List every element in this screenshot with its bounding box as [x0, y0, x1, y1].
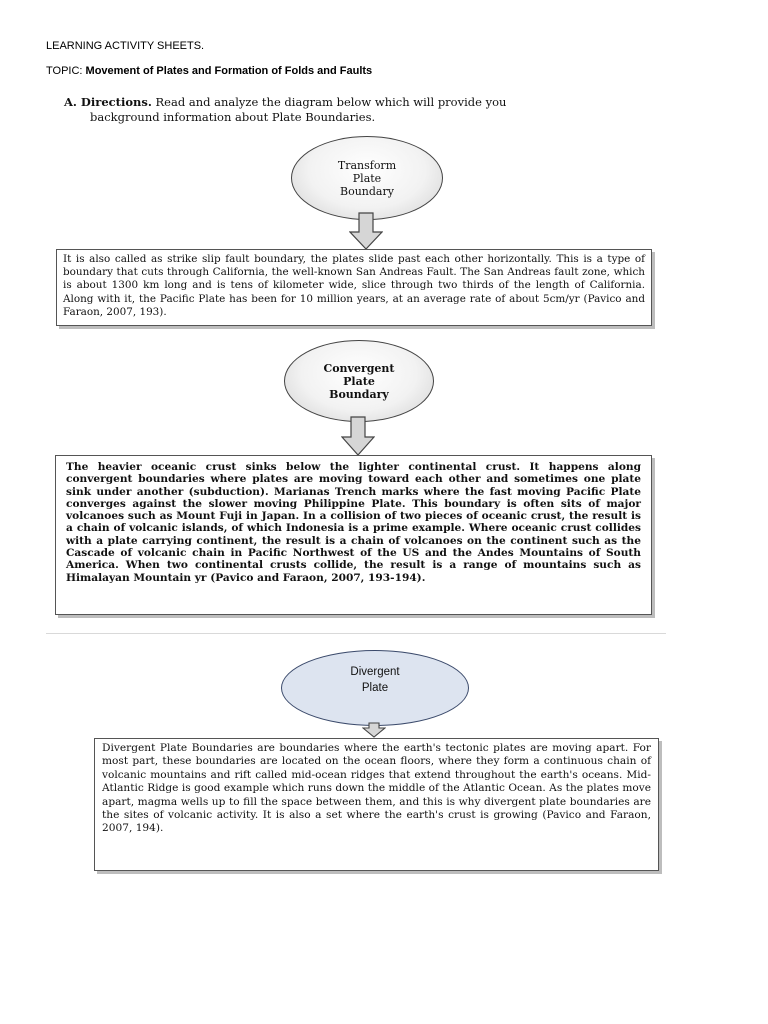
- convergent-description-box: [55, 455, 652, 615]
- transform-description: It is also called as strike slip fault boundary, the plates slide past each other horizontally. This is a type of boundary that cuts through California, the well-known San Andreas Fault. The San Andreas fault zone, which is about 1300 km long and is tens of kilometer wide, slice through two thirds of the length of California. Along with it, the Pacific Plate has been for 10 million years, at an average rate of about 5cm/yr (Pavico and Faraon, 2007, 193).: [63, 253, 645, 318]
- sheet-title: LEARNING ACTIVITY SHEETS.: [46, 40, 205, 52]
- section-divider: [46, 633, 666, 634]
- down-arrow-icon: [341, 416, 375, 456]
- convergent-ellipse: [284, 340, 434, 422]
- transform-description-box: [56, 249, 652, 326]
- directions: [64, 95, 669, 125]
- divergent-title-1: Divergent: [350, 666, 400, 678]
- topic-line: [46, 65, 372, 77]
- divergent-description: Divergent Plate Boundaries are boundaries where the earth's tectonic plates are moving apart. For most part, these boundaries are located on the ocean floors, where they form a continuous chain of volcanic mountains and rift called mid-ocean ridges that extend throughout the earth's oceans. Mid-Atlantic Ridge is good example which runs down the middle of the Atlantic Ocean. As the plates move apart, magma wells up to fill the space between them, and this is why divergent plate boundaries are the sites of volcanic activity. It is also a set where the earth's crust is growing (Pavico and Faraon, 2007, 194).: [102, 742, 651, 835]
- topic-value: Movement of Plates and Formation of Folds and Faults: [85, 65, 373, 77]
- convergent-title-1: Convergent: [323, 361, 395, 375]
- directions-text-2: background information about Plate Boundaries.: [90, 110, 376, 124]
- topic-label: TOPIC:: [46, 65, 86, 77]
- directions-text-1: Read and analyze the diagram below which will provide you: [151, 95, 507, 109]
- transform-title-3: Boundary: [340, 184, 394, 198]
- transform-title-1: Transform: [337, 158, 397, 172]
- divergent-title-2: Plate: [361, 682, 389, 694]
- convergent-title-3: Boundary: [329, 387, 389, 401]
- down-arrow-icon: [349, 212, 383, 250]
- convergent-description: The heavier oceanic crust sinks below the lighter continental crust. It happens along convergent boundaries where plates are moving toward each other and sometimes one plate sink under another (subduction). Marianas Trench marks where the fast moving Pacific Plate converges against the slower moving Philippine Plate. This boundary is often sits of major volcanoes such as Mount Fuji in Japan. In a collision of two pieces of oceanic crust, the result is a chain of volcanic islands, of which Indonesia is a prime example. Where oceanic crust collides with a plate carrying continent, the result is a chain of volcanoes on the continent such as the Cascade of volcanic chain in Pacific Northwest of the US and the Andes Mountains of South America. When two continental crusts collide, the result is a range of mountains such as Himalayan Mountain yr (Pavico and Faraon, 2007, 193-194).: [66, 461, 641, 584]
- down-arrow-icon: [362, 722, 386, 738]
- convergent-title-2: Plate: [343, 374, 375, 388]
- directions-label: A. Directions.: [64, 95, 152, 109]
- transform-title-2: Plate: [352, 171, 382, 185]
- transform-ellipse: [291, 136, 443, 220]
- divergent-description-box: [94, 738, 659, 871]
- divergent-ellipse: [281, 650, 469, 726]
